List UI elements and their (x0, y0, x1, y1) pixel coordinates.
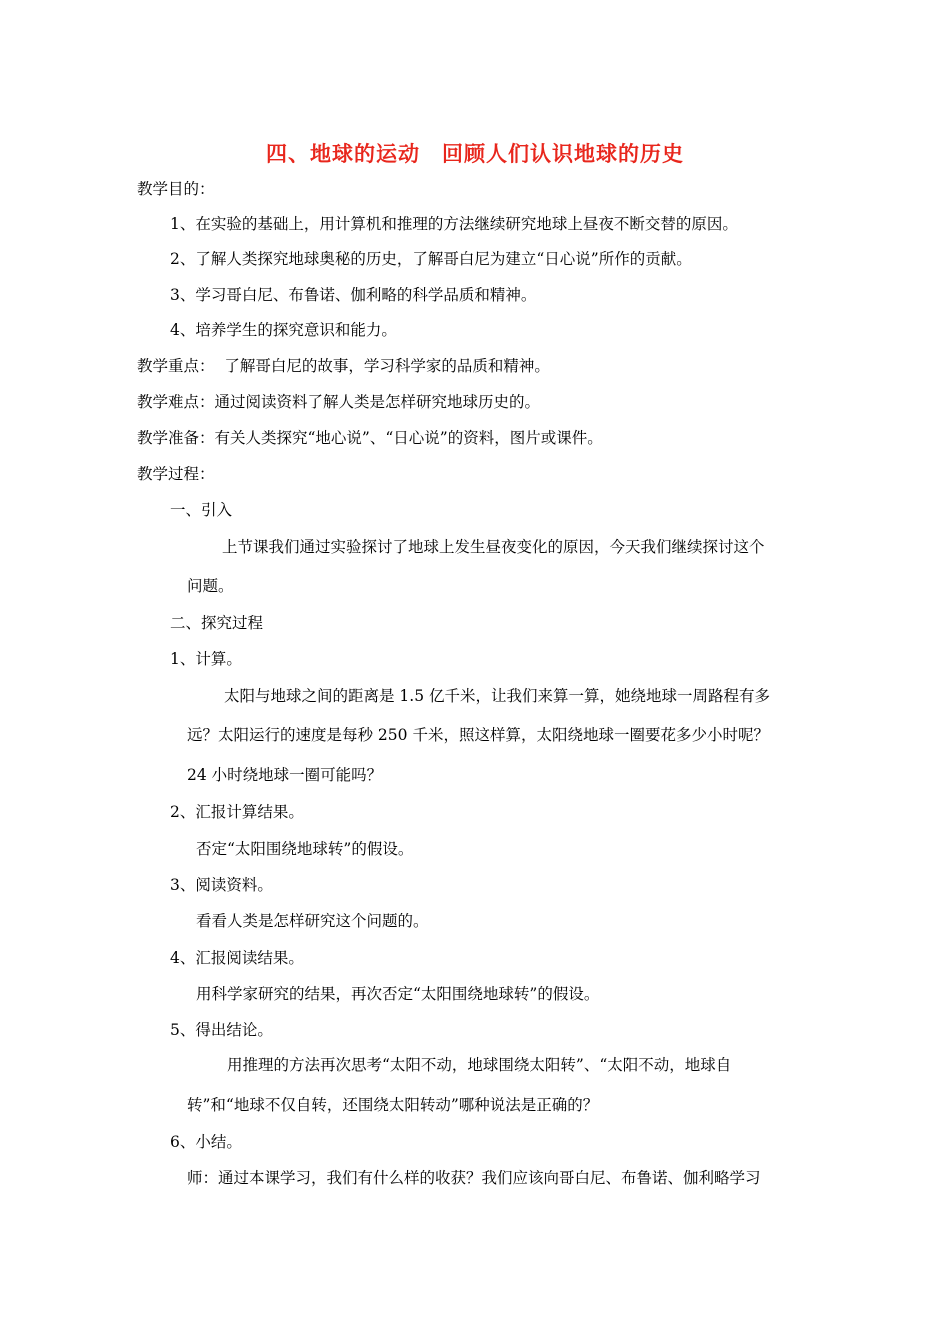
section-heading-intro: 一、引入 (170, 501, 233, 519)
paragraph-line: 用推理的方法再次思考“太阳不动，地球围绕太阳转”、“太阳不动，地球自 (227, 1056, 732, 1074)
paragraph-line: 转”和“地球不仅自转，还围绕太阳转动”哪种说法是正确的？ (187, 1096, 599, 1114)
step-label: 1、计算。 (170, 650, 242, 668)
section-heading-process: 二、探究过程 (170, 614, 264, 632)
process-label: 教学过程： (137, 465, 215, 483)
step-label: 2、汇报计算结果。 (170, 803, 304, 821)
key-point: 教学重点： 了解哥白尼的故事，学习科学家的品质和精神。 (137, 357, 550, 375)
step-label: 3、阅读资料。 (170, 876, 273, 894)
objective-item: 4、培养学生的探究意识和能力。 (170, 321, 397, 339)
step-label: 5、得出结论。 (170, 1021, 273, 1039)
paragraph-line: 问题。 (187, 577, 234, 595)
objective-item: 2、了解人类探究地球奥秘的历史，了解哥白尼为建立“日心说”所作的贡献。 (170, 250, 692, 268)
paragraph-line: 远？太阳运行的速度是每秒 250 千米，照这样算，太阳绕地球一圈要花多少小时呢？ (187, 726, 769, 744)
difficulty: 教学难点：通过阅读资料了解人类是怎样研究地球历史的。 (137, 393, 541, 411)
step-label: 6、小结。 (170, 1133, 242, 1151)
paragraph-line: 上节课我们通过实验探讨了地球上发生昼夜变化的原因，今天我们继续探讨这个 (222, 538, 765, 556)
objective-item: 3、学习哥白尼、布鲁诺、伽利略的科学品质和精神。 (170, 286, 537, 304)
preparation: 教学准备：有关人类探究“地心说”、“日心说”的资料，图片或课件。 (137, 429, 603, 447)
objective-item: 1、在实验的基础上，用计算机和推理的方法继续研究地球上昼夜不断交替的原因。 (170, 215, 738, 233)
paragraph-line: 太阳与地球之间的距离是 1.5 亿千米，让我们来算一算，她绕地球一周路程有多 (224, 687, 771, 705)
objectives-label: 教学目的： (137, 180, 215, 198)
step-label: 4、汇报阅读结果。 (170, 949, 304, 967)
paragraph-line: 用科学家研究的结果，再次否定“太阳围绕地球转”的假设。 (196, 985, 600, 1003)
paragraph-line: 否定“太阳围绕地球转”的假设。 (196, 840, 414, 858)
paragraph-line: 24 小时绕地球一圈可能吗？ (187, 766, 383, 784)
document-title: 四、地球的运动 回顾人们认识地球的历史 (266, 141, 684, 166)
paragraph-line: 看看人类是怎样研究这个问题的。 (196, 912, 429, 930)
paragraph-line: 师：通过本课学习，我们有什么样的收获？我们应该向哥白尼、布鲁诺、伽利略学习 (187, 1169, 761, 1187)
